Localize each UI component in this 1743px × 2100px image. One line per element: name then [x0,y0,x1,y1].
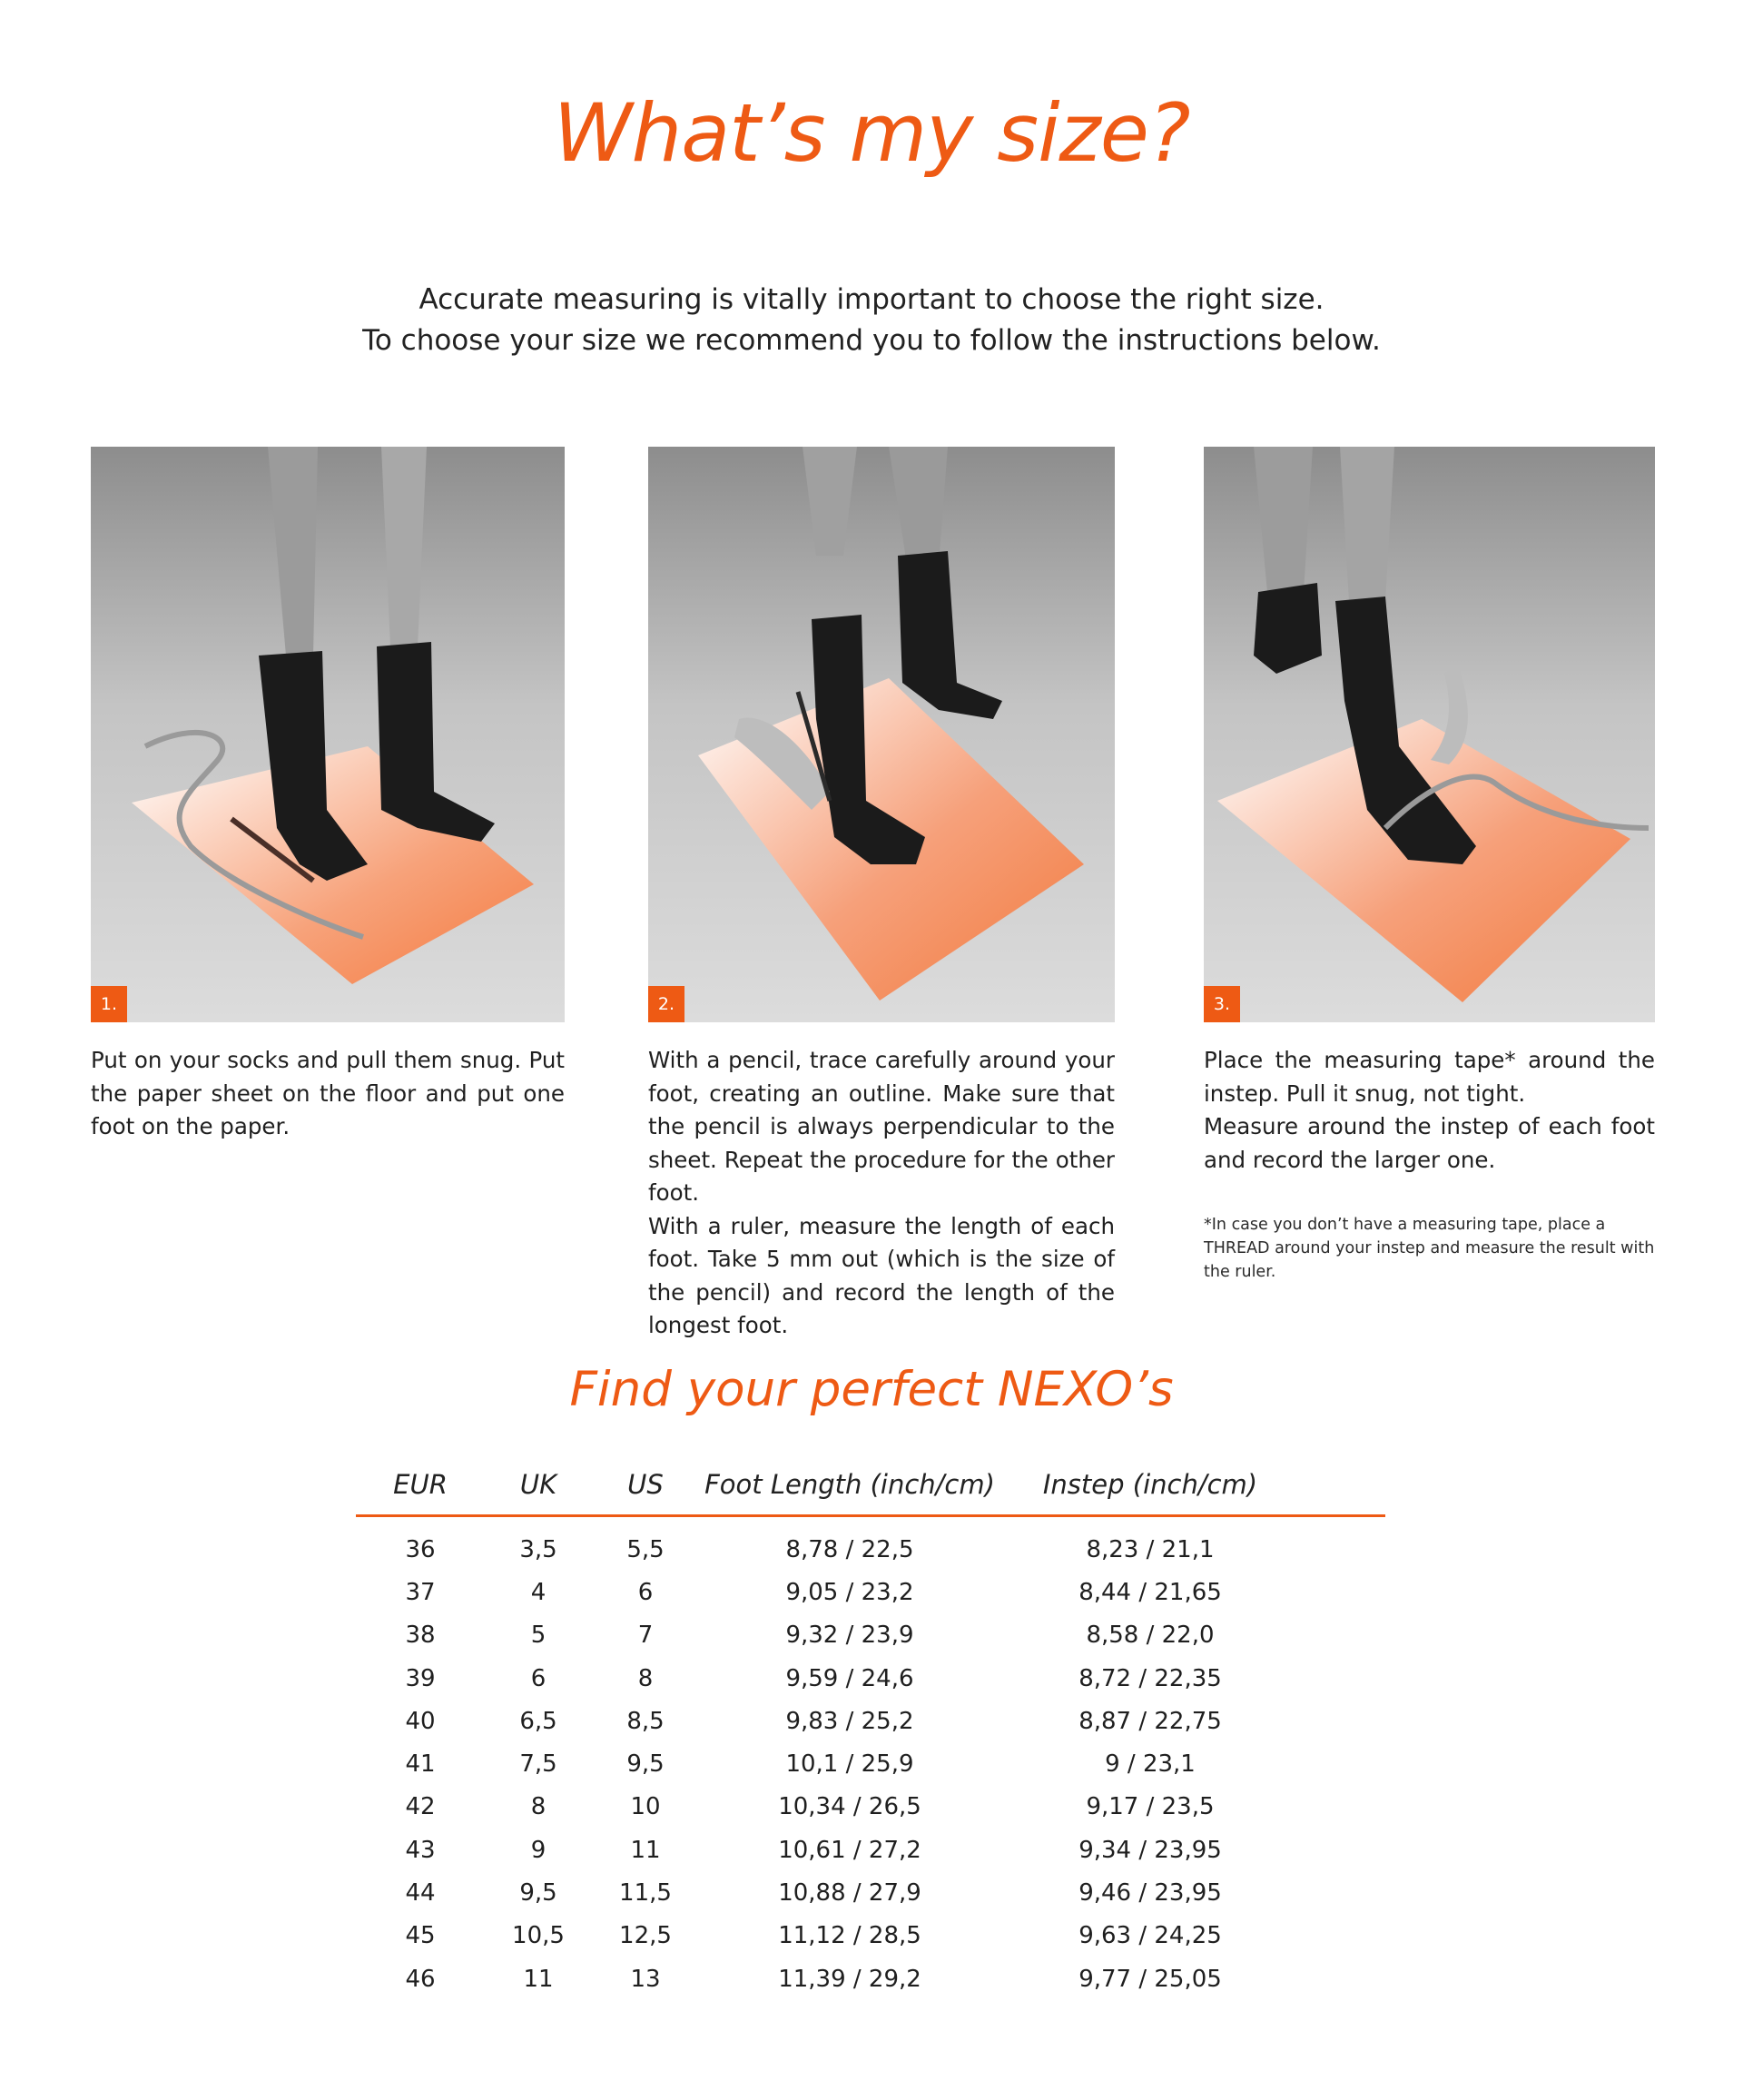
step-1 [91,447,565,1144]
cell-us: 12,5 [619,1922,672,1950]
step-2-line-2: With a ruler, measure the length of each foot. Take 5 mm out (which is the size of the pencil) and record the length of the longest foot. [648,1212,1115,1338]
cell-instep: 9,77 / 25,05 [1078,1965,1222,1993]
step-3-footnote: *In case you don’t have a measuring tape, place a THREAD around your instep and measure the result with the ruler. [1204,1216,1655,1281]
cell-foot-length: 10,34 / 26,5 [778,1793,921,1821]
intro-line-1: Accurate measuring is vitally important to choose the right size. [419,283,1324,316]
table-row [356,1528,1385,1571]
cell-eur: 39 [405,1664,436,1692]
step-1-illustration [91,447,565,1022]
cell-eur: 36 [405,1535,436,1563]
cell-instep: 8,87 / 22,75 [1078,1707,1222,1735]
cell-instep: 8,44 / 21,65 [1078,1578,1222,1606]
step-1-text [91,1044,565,1144]
cell-instep: 9,34 / 23,95 [1078,1836,1222,1864]
cell-eur: 43 [405,1836,436,1864]
step-2-photo [648,447,1115,1022]
step-1-number: 1. [91,986,127,1022]
cell-uk: 8 [530,1793,547,1821]
cell-uk: 11 [523,1965,554,1993]
table-row [356,1957,1385,2000]
cell-instep: 9,46 / 23,95 [1078,1879,1222,1908]
cell-instep: 9 / 23,1 [1105,1750,1196,1779]
cell-us: 10 [630,1793,661,1821]
step-3-line-1: Place the measuring tape* around the instep. Pull it snug, not tight. [1204,1047,1655,1107]
step-1-photo [91,447,565,1022]
step-3-illustration [1204,447,1655,1022]
table-body [356,1528,1385,2000]
cell-us: 5,5 [626,1535,665,1563]
cell-uk: 3,5 [519,1535,557,1563]
table-row [356,1657,1385,1700]
cell-foot-length: 11,39 / 29,2 [778,1965,921,1993]
table-row [356,1829,1385,1871]
table-row [356,1786,1385,1829]
cell-eur: 37 [405,1578,436,1606]
cell-eur: 45 [405,1922,436,1950]
size-table [356,1460,1385,2000]
cell-eur: 46 [405,1965,436,1993]
cell-foot-length: 9,59 / 24,6 [785,1664,914,1692]
cell-eur: 40 [405,1707,436,1735]
cell-uk: 7,5 [519,1750,557,1779]
cell-us: 7 [637,1622,654,1650]
step-3 [1204,447,1655,1284]
cell-foot-length: 9,32 / 23,9 [785,1622,914,1650]
header-us: US [627,1469,664,1500]
cell-foot-length: 9,05 / 23,2 [785,1578,914,1606]
cell-uk: 6 [530,1664,547,1692]
step-1-line: Put on your socks and pull them snug. Put the paper sheet on the floor and put one foot on the paper. [91,1047,565,1139]
cell-uk: 9,5 [519,1879,557,1908]
cell-eur: 41 [405,1750,436,1779]
step-3-photo [1204,447,1655,1022]
cell-eur: 44 [405,1879,436,1908]
cell-uk: 5 [530,1622,547,1650]
cell-uk: 4 [530,1578,547,1606]
step-3-text [1204,1044,1655,1177]
header-eur: EUR [393,1469,448,1500]
cell-us: 8,5 [626,1707,665,1735]
table-row [356,1915,1385,1957]
cell-eur: 42 [405,1793,436,1821]
cell-foot-length: 10,61 / 27,2 [778,1836,921,1864]
cell-us: 11 [630,1836,661,1864]
cell-us: 9,5 [626,1750,665,1779]
cell-foot-length: 8,78 / 22,5 [785,1535,914,1563]
header-foot-length: Foot Length (inch/cm) [704,1469,995,1500]
page-title: What’s my size? [553,86,1190,180]
cell-instep: 8,58 / 22,0 [1086,1622,1215,1650]
step-2 [648,447,1115,1343]
cell-us: 13 [630,1965,661,1993]
step-2-number: 2. [648,986,684,1022]
cell-foot-length: 10,88 / 27,9 [778,1879,921,1908]
cell-foot-length: 11,12 / 28,5 [778,1922,921,1950]
cell-foot-length: 10,1 / 25,9 [785,1750,914,1779]
cell-uk: 10,5 [512,1922,565,1950]
intro-line-2: To choose your size we recommend you to follow the instructions below. [362,324,1381,357]
header-divider [356,1514,1385,1517]
cell-uk: 6,5 [519,1707,557,1735]
table-title: Find your perfect NEXO’s [569,1362,1174,1417]
table-row [356,1614,1385,1657]
header-uk: UK [519,1469,557,1500]
intro-text [0,280,1743,361]
table-row [356,1742,1385,1785]
cell-instep: 9,17 / 23,5 [1086,1793,1215,1821]
step-2-line-1: With a pencil, trace carefully around your foot, creating an outline. Make sure that the pencil is always perpendicular to the sheet. Repeat the procedure for the other foot. [648,1047,1115,1206]
table-row [356,1871,1385,1914]
table-header [356,1460,1385,1509]
cell-instep: 8,72 / 22,35 [1078,1664,1222,1692]
step-3-line-2: Measure around the instep of each foot and record the larger one. [1204,1113,1655,1173]
step-2-text [648,1044,1115,1343]
cell-us: 6 [637,1578,654,1606]
cell-us: 11,5 [619,1879,672,1908]
cell-eur: 38 [405,1622,436,1650]
step-2-illustration [648,447,1115,1022]
cell-us: 8 [637,1664,654,1692]
table-row [356,1571,1385,1613]
cell-instep: 8,23 / 21,1 [1086,1535,1215,1563]
cell-instep: 9,63 / 24,25 [1078,1922,1222,1950]
cell-uk: 9 [530,1836,547,1864]
cell-foot-length: 9,83 / 25,2 [785,1707,914,1735]
step-3-number: 3. [1204,986,1240,1022]
header-instep: Instep (inch/cm) [1042,1469,1258,1500]
table-row [356,1700,1385,1742]
